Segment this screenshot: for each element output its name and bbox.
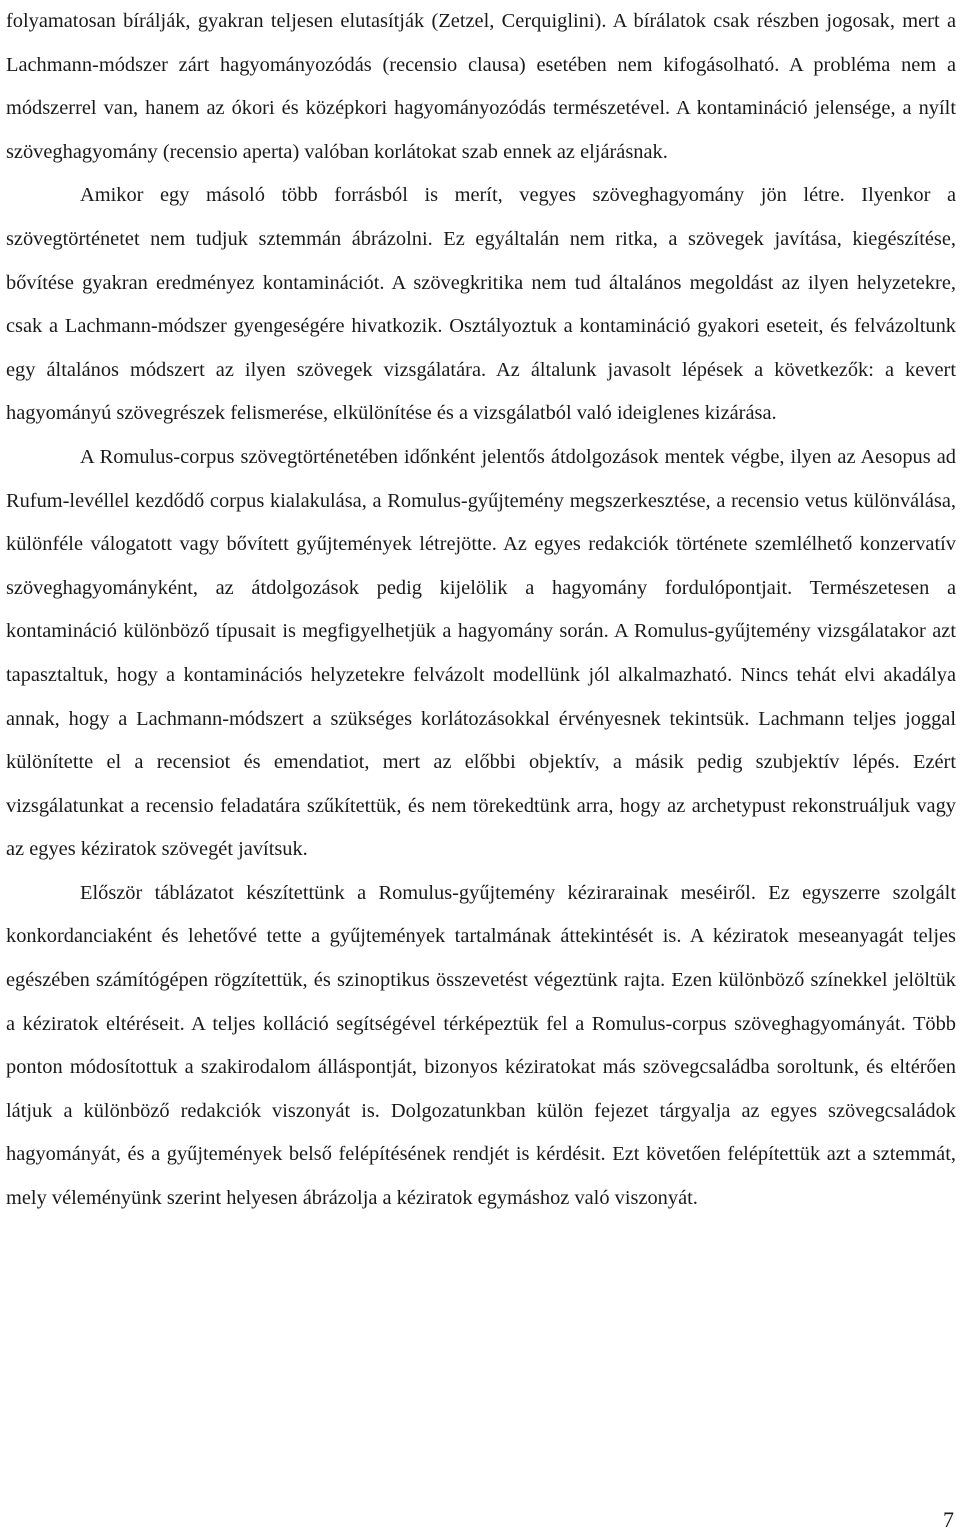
page-number: 7 bbox=[943, 1507, 954, 1532]
paragraph-4: Először táblázatot készítettünk a Romulus-gyűjtemény kézirarainak meséiről. Ez egyszerre szolgált konkordanciaként és lehetővé tette a gyűjtemények tartalmának áttekintését is. A kéziratok meseanyagát teljes egészében számítógépen rögzítettük, és szinoptikus összevetést végeztünk rajta. Ezen különböző színekkel jelöltük a kéziratok eltéréseit. A teljes kolláció segítségével térképeztük fel a Romulus-corpus szöveghagyományát. Több ponton módosítottuk a szakirodalom álláspontját, bizonyos kéziratokat más szövegcsaládba soroltunk, és eltérően látjuk a különböző redakciók viszonyát is. Dolgozatunkban külön fejezet tárgyalja az egyes szövegcsaládok hagyományát, és a gyűjtemények belső felépítésének rendjét is kérdésit. Ezt követően felépítettük azt a sztemmát, mely véleményünk szerint helyesen ábrázolja a kéziratok egymáshoz való viszonyát. bbox=[6, 881, 956, 1210]
paragraph-3: A Romulus-corpus szövegtörténetében időnként jelentős átdolgozások mentek végbe, ilyen az Aesopus ad Rufum-levéllel kezdődő corpus kialakulása, a Romulus-gyűjtemény megszerkesztése, a recensio vetus különválása, különféle válogatott vagy bővített gyűjtemények létrejötte. Az egyes redakciók története szemlélhető konzervatív szöveghagyományként, az átdolgozások pedig kijelölik a hagyomány fordulópontjait. Természetesen a kontamináció különböző típusait is megfigyelhetjük a hagyomány során. A Romulus-gyűjtemény vizsgálatakor azt tapasztaltuk, hogy a kontaminációs helyzetekre felvázolt modellünk jól alkalmazható. Nincs tehát elvi akadálya annak, hogy a Lachmann-módszert a szükséges korlátozásokkal érvényesnek tekintsük. Lachmann teljes joggal különítette el a recensiot és emendatiot, mert az előbbi objektív, a másik pedig szubjektív lépés. Ezért vizsgálatunkat a recensio feladatára szűkítettük, és nem törekedtünk arra, hogy az archetypust rekonstruáljuk vagy az egyes kéziratok szövegét javítsuk. bbox=[6, 445, 956, 861]
paragraph-2: Amikor egy másoló több forrásból is merít, vegyes szöveghagyomány jön létre. Ilyenkor a szövegtörténetet nem tudjuk sztemmán ábrázolni. Ez egyáltalán nem ritka, a szövegek javítása, kiegészítése, bővítése gyakran eredményez kontaminációt. A szövegkritika nem tud általános megoldást az ilyen helyzetekre, csak a Lachmann-módszer gyengeségére hivatkozik. Osztályoztuk a kontamináció gyakori eseteit, és felvázoltunk egy általános módszert az ilyen szövegek vizsgálatára. Az általunk javasolt lépések a következők: a kevert hagyományú szövegrészek felismerése, elkülönítése és a vizsgálatból való ideiglenes kizárása. bbox=[6, 184, 956, 425]
document-page bbox=[6, 0, 956, 1221]
paragraph-1: folyamatosan bírálják, gyakran teljesen elutasítják (Zetzel, Cerquiglini). A bírálatok csak részben jogosak, mert a Lachmann-módszer zárt hagyományozódás (recensio clausa) esetében nem kifogásolható. A probléma nem a módszerrel van, hanem az ókori és középkori hagyományozódás természetével. A kontamináció jelensége, a nyílt szöveghagyomány (recensio aperta) valóban korlátokat szab ennek az eljárásnak. bbox=[6, 10, 956, 163]
